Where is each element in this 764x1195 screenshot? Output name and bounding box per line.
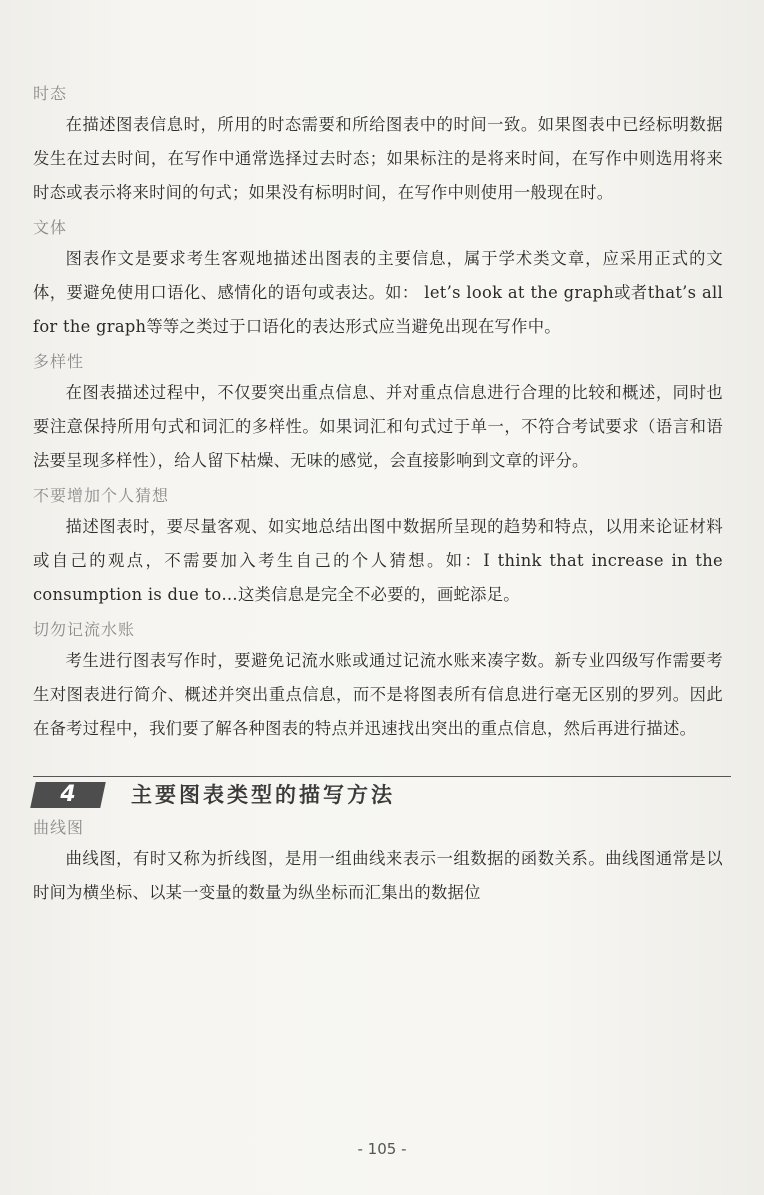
page-number: - 105 - [357, 1140, 407, 1158]
chapter-title: 主要图表类型的描写方法 [131, 783, 395, 807]
section-paragraph: 图表作文是要求考生客观地描述出图表的主要信息，属于学术类文章，应采用正式的文体，要避免使用口语化、感情化的语句或表达。如： let’s look at the graph或者that’s all for the graph等等之类过于口语化的表达形式应当避免出现在写作中。 [33, 249, 723, 336]
section-no-speculation [33, 482, 723, 612]
chapter-number-badge [30, 782, 106, 808]
section-style [33, 214, 723, 344]
section-heading: 文体 [33, 218, 68, 237]
section-heading: 切勿记流水账 [33, 620, 136, 639]
section-heading: 多样性 [33, 352, 85, 371]
section-tense [33, 80, 723, 210]
section-line-chart [33, 814, 723, 910]
section-variety [33, 348, 723, 478]
chapter-number: 4 [60, 782, 76, 807]
section-paragraph: 在图表描述过程中，不仅要突出重点信息、并对重点信息进行合理的比较和概述，同时也要注意保持所用句式和词汇的多样性。如果词汇和句式过于单一，不符合考试要求（语言和语法要呈现多样性），给人留下枯燥、无味的感觉，会直接影响到文章的评分。 [33, 383, 723, 470]
section-heading: 时态 [33, 84, 68, 103]
chapter-rule [33, 776, 731, 777]
section-no-running-account [33, 616, 723, 746]
chapter-header [33, 774, 723, 814]
section-paragraph: 描述图表时，要尽量客观、如实地总结出图中数据所呈现的趋势和特点，以用来论证材料或自己的观点，不需要加入考生自己的个人猜想。如：I think that increase in the consumption is due to…这类信息是完全不必要的，画蛇添足。 [33, 517, 723, 604]
section-heading: 曲线图 [33, 818, 85, 837]
section-paragraph: 考生进行图表写作时，要避免记流水账或通过记流水账来凑字数。新专业四级写作需要考生对图表进行简介、概述并突出重点信息，而不是将图表所有信息进行毫无区别的罗列。因此在备考过程中，我们要了解各种图表的特点并迅速找出突出的重点信息，然后再进行描述。 [33, 651, 723, 738]
page-content [33, 80, 723, 914]
section-paragraph: 在描述图表信息时，所用的时态需要和所给图表中的时间一致。如果图表中已经标明数据发生在过去时间，在写作中通常选择过去时态；如果标注的是将来时间，在写作中则选用将来时态或表示将来时间的句式；如果没有标明时间，在写作中则使用一般现在时。 [33, 115, 723, 202]
section-heading: 不要增加个人猜想 [33, 486, 170, 505]
section-paragraph: 曲线图，有时又称为折线图，是用一组曲线来表示一组数据的函数关系。曲线图通常是以时间为横坐标、以某一变量的数量为纵坐标而汇集出的数据位 [33, 849, 723, 902]
